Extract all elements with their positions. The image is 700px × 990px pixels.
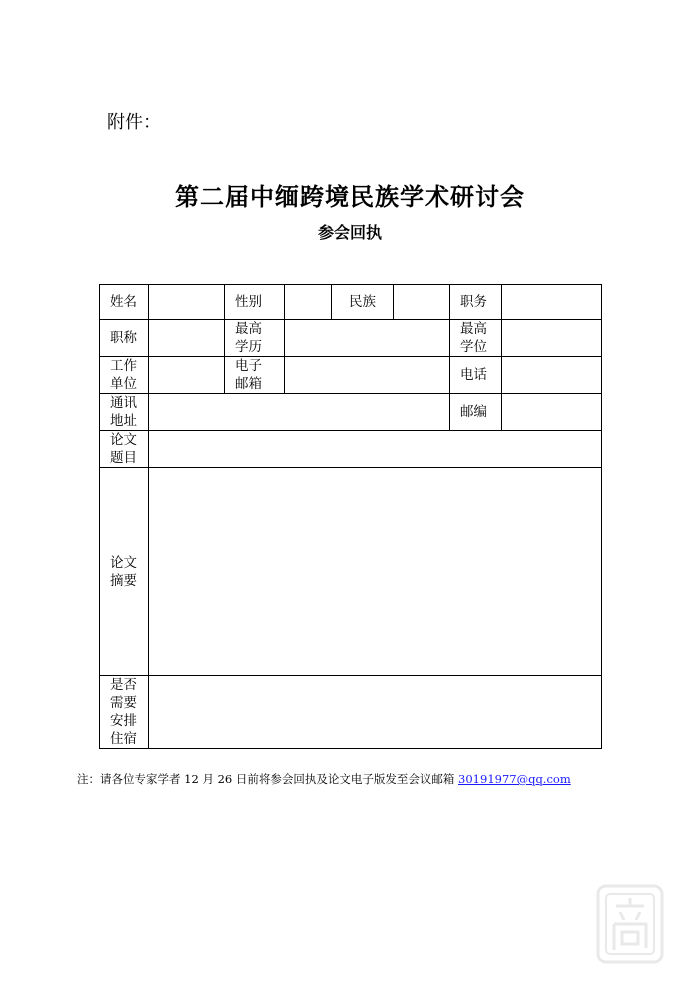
ethnicity-label: 民族 (332, 285, 394, 320)
education-cell[interactable] (285, 320, 450, 357)
address-cell[interactable] (149, 394, 450, 431)
phone-label: 电话 (450, 357, 502, 394)
address-label: 通讯 地址 (100, 394, 149, 431)
document-title: 第二届中缅跨境民族学术研讨会 (175, 183, 525, 211)
lodging-cell[interactable] (149, 676, 602, 749)
attachment-label: 附件： (107, 112, 161, 133)
name-cell[interactable] (149, 285, 225, 320)
degree-cell[interactable] (502, 320, 602, 357)
paper-title-label: 论文 题目 (100, 431, 149, 468)
title-rank-label: 职称 (100, 320, 149, 357)
gender-label: 性别 (225, 285, 285, 320)
shang-seal-icon (596, 884, 664, 964)
postcode-label: 邮编 (450, 394, 502, 431)
gender-cell[interactable] (285, 285, 332, 320)
lodging-label: 是否 需要 安排 住宿 (100, 676, 149, 749)
postcode-cell[interactable] (502, 394, 602, 431)
phone-cell[interactable] (502, 357, 602, 394)
conference-email-link[interactable]: 30191977@qq.com (458, 772, 571, 786)
position-cell[interactable] (502, 285, 602, 320)
footnote (77, 771, 571, 787)
abstract-label: 论文 摘要 (100, 468, 149, 676)
work-unit-cell[interactable] (149, 357, 225, 394)
degree-label: 最高 学位 (450, 320, 502, 357)
paper-title-cell[interactable] (149, 431, 602, 468)
email-cell[interactable] (285, 357, 450, 394)
name-label: 姓名 (100, 285, 149, 320)
abstract-cell[interactable] (149, 468, 602, 676)
title-rank-cell[interactable] (149, 320, 225, 357)
email-label: 电子 邮箱 (225, 357, 285, 394)
education-label: 最高 学历 (225, 320, 285, 357)
registration-form-table (99, 284, 602, 749)
work-unit-label: 工作 单位 (100, 357, 149, 394)
ethnicity-cell[interactable] (394, 285, 450, 320)
footnote-text: 注：请各位专家学者 12 月 26 日前将参会回执及论文电子版发至会议邮箱 (77, 772, 455, 786)
position-label: 职务 (450, 285, 502, 320)
document-subtitle: 参会回执 (317, 223, 382, 242)
